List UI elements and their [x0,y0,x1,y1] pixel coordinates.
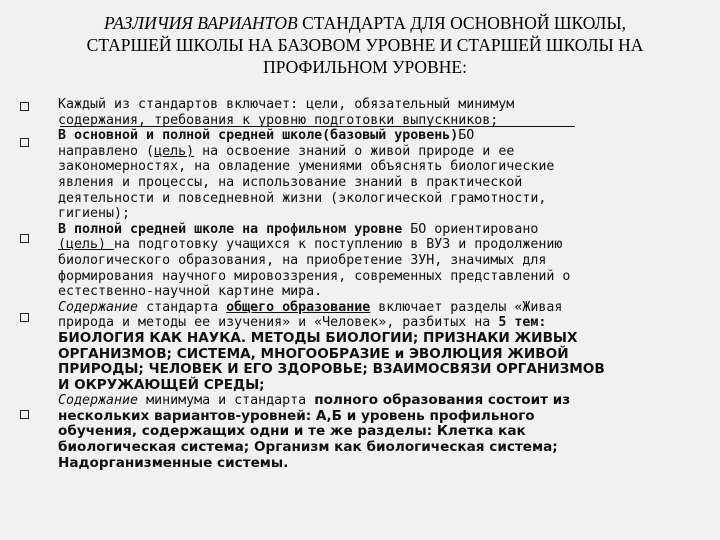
underlined-text: цель) [154,143,195,159]
list-line [58,315,708,331]
list-line: ОРГАНИЗМОВ; СИСТЕМА, МНОГООБРАЗИЕ и ЭВОЛЮЦИЯ ЖИВОЙ [58,345,569,362]
text: БО [458,128,475,144]
italic-text: Содержание [58,393,139,409]
list-line [58,237,708,253]
list-line [58,393,708,409]
text: включает разделы «Живая [370,299,563,315]
list-line: гигиены); [58,206,131,222]
list-line: формирования научного мировоззрения, современных представлений о [58,268,571,284]
list-line: закономерностях, на овладение умениями объяснять биологические [58,159,555,175]
text: стандарта [138,299,227,315]
list-line: естественно-научной картине мира. [58,284,323,300]
text: минимума и стандарта [138,393,315,409]
list-line: Каждый из стандартов включает: цели, обязательный минимум [58,97,515,112]
list-line [58,300,708,316]
title-line-3: ПРОФИЛЬНОМ УРОВНЕ: [263,57,467,77]
title-italic-part: РАЗЛИЧИЯ ВАРИАНТОВ [103,13,298,33]
list-line: деятельности и повседневной жизни (экологической грамотности, [58,190,547,206]
text: на освоение знаний о живой природе и ее [194,143,515,159]
bullet-square-icon [20,102,29,111]
list-line [58,222,708,238]
list-line: содержания, требования к уровню подготовки выпускников; [58,112,499,128]
list-line [58,144,708,160]
list-line: обучения, содержащих одни и те же разделы: Клетка как [58,423,526,440]
italic-text: Содержание [58,299,139,315]
text: БО ориентировано [402,221,539,237]
text: природа и методы ее изучения» и «Человек», разбитых на [58,315,499,331]
list-line: биологическая система; Организм как биологическая система; [58,439,558,456]
bold-text: В полной средней школе на профильном уровне [58,221,403,237]
bold-text: В основной и полной средней школе(базовый уровень) [58,128,459,144]
text: на подготовку учащихся к поступлению в ВУЗ и продолжению [114,237,563,253]
list-line: И ОКРУЖАЮЩЕЙ СРЕДЫ; [58,376,265,393]
list-line: Надорганизменные системы. [58,454,289,471]
bold-underlined-text: общего образование [226,299,371,315]
underlined-text: (цель) [58,237,115,253]
text: направлено ( [58,143,155,159]
list-line: явления и процессы, на использование знаний в практической [58,174,523,190]
bold-text: 5 тем: [498,315,547,331]
bullet-square-icon [20,313,29,322]
title-line1-rest: СТАНДАРТА ДЛЯ ОСНОВНОЙ ШКОЛЫ, [297,13,627,33]
list-line: БИОЛОГИЯ КАК НАУКА. МЕТОДЫ БИОЛОГИИ; ПРИЗНАКИ ЖИВЫХ [58,329,578,346]
title-line-2: СТАРШЕЙ ШКОЛЫ НА БАЗОВОМ УРОВНЕ И СТАРШЕЙ ШКОЛЫ НА [86,35,644,55]
bold-text: полного образования состоит из [314,392,571,409]
bullet-square-icon [20,234,29,243]
list-line [58,128,708,144]
list-line: биологического образования, на приобретение ЗУН, значимых для [58,252,547,268]
bullet-list [58,97,708,471]
bullet-square-icon [20,138,29,147]
list-line: ПРИРОДЫ; ЧЕЛОВЕК И ЕГО ЗДОРОВЬЕ; ВЗАИМОСВЯЗИ ОРГАНИЗМОВ [58,361,605,378]
bullet-square-icon [20,410,29,419]
list-line: нескольких вариантов-уровней: А,Б и уровень профильного [58,407,535,424]
